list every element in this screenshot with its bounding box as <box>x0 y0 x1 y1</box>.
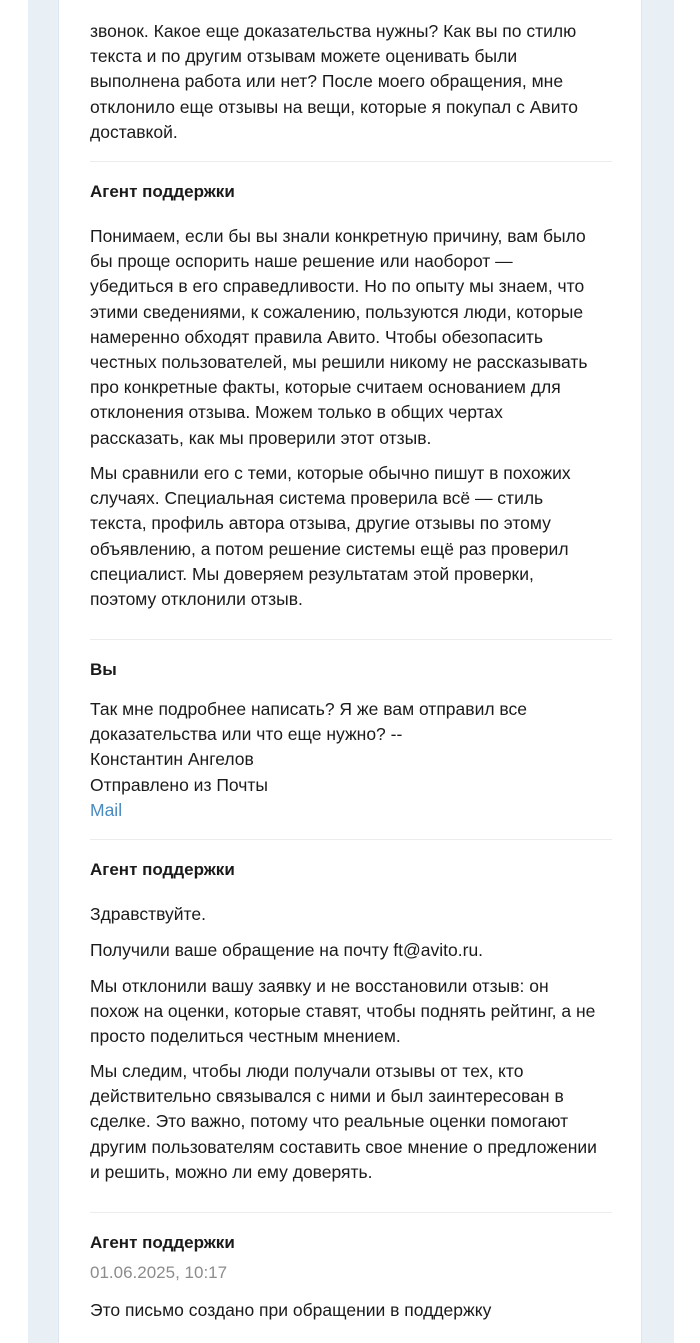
agent-message-body <box>90 974 612 1050</box>
text-line: отклонения отзыва. Можем только в общих чертах <box>90 402 503 423</box>
text-line: Так мне подробнее написать? Я же вам отправил все <box>90 699 527 719</box>
text-line: Понимаем, если бы вы знали конкретную причину, вам было <box>90 226 586 246</box>
text-line: Мы сравнили его с теми, которые обычно пишут в похожих <box>90 463 571 483</box>
agent-greeting <box>90 902 612 927</box>
text-line: убедиться в его справедливости. Но по опыту мы знаем, что <box>90 276 585 297</box>
agent-message-body-2 <box>90 461 612 612</box>
text-line: отклонило еще отзывы на вещи, которые я покупал с Авито <box>90 96 579 117</box>
customer-message <box>90 658 612 682</box>
agent-message-body <box>90 1298 612 1323</box>
text-line: действительно связывался с ними и был заинтересован в <box>90 1086 564 1107</box>
text-line: текста, профиль автора отзыва, другие отзывы по этому <box>90 513 551 534</box>
message-paragraph <box>90 974 612 1050</box>
text-line: просто поделиться честным мнением. <box>90 1026 401 1047</box>
text-line: выполнена работа или нет? После моего обращения, мне <box>90 71 564 92</box>
message-text: Это письмо создано при обращении в поддержку <box>90 1300 492 1320</box>
text-line: объявлению, а потом решение системы ещё раз проверил <box>90 538 569 559</box>
message-divider <box>90 839 612 840</box>
message-divider <box>90 639 612 640</box>
text-line: звонок. Какое еще доказательства нужны? Как вы по стилю <box>90 21 577 41</box>
text-line: поэтому отклонили отзыв. <box>90 589 303 610</box>
message-author: Агент поддержки <box>90 1233 235 1252</box>
message-paragraph <box>90 224 612 451</box>
message-author: Агент поддержки <box>90 182 235 201</box>
agent-message-body <box>90 224 612 451</box>
text-line: случаях. Специальная система проверила всё — стиль <box>90 488 544 509</box>
agent-received-note <box>90 938 612 963</box>
agent-message <box>90 180 612 204</box>
message-date <box>90 1261 612 1285</box>
customer-message-body <box>90 697 612 823</box>
received-text: Получили ваше обращение на почту ft@avito.ru. <box>90 940 484 960</box>
message-paragraph <box>90 697 612 823</box>
customer-message-partial <box>90 19 612 145</box>
message-divider <box>90 1212 612 1213</box>
text-line: сделке. Это важно, потому что реальные оценки помогают <box>90 1111 569 1132</box>
text-line: доказательства или что еще нужно? -- <box>90 724 403 745</box>
text-line: намеренно обходят правила Авито. Чтобы обезопасить <box>90 326 544 347</box>
text-line: и решить, можно ли ему доверять. <box>90 1161 373 1182</box>
text-line: бы проще оспорить наше решение или наоборот — <box>90 251 513 272</box>
greeting-text: Здравствуйте. <box>90 904 206 924</box>
text-line: рассказать, как мы проверили этот отзыв. <box>90 427 432 448</box>
text-line: Отправлено из Почты <box>90 774 268 795</box>
agent-message <box>90 858 612 882</box>
text-line: другим пользователям составить свое мнение о предложении <box>90 1136 597 1157</box>
message-divider <box>90 161 612 162</box>
text-line: честных пользователей, мы решили никому не рассказывать <box>90 352 588 373</box>
text-line: Мы следим, чтобы люди получали отзывы от тех, кто <box>90 1061 524 1081</box>
message-paragraph <box>90 461 612 612</box>
text-line: про конкретные факты, которые считаем основанием для <box>90 377 561 398</box>
left-background-band <box>28 0 58 1343</box>
text-line: Константин Ангелов <box>90 749 254 770</box>
message-paragraph <box>90 1059 612 1185</box>
text-line: специалист. Мы доверяем результатам этой проверки, <box>90 563 534 584</box>
message-text <box>90 19 612 145</box>
right-background-band <box>642 0 674 1343</box>
agent-message <box>90 1231 612 1255</box>
agent-message-body-2 <box>90 1059 612 1185</box>
text-line: Мы отклонили вашу заявку и не восстановили отзыв: он <box>90 976 549 996</box>
text-line: текста и по другим отзывам можете оценивать были <box>90 46 518 67</box>
message-author: Вы <box>90 660 117 679</box>
text-line: этими сведениями, к сожалению, пользуются люди, которые <box>90 301 584 322</box>
message-author: Агент поддержки <box>90 860 235 879</box>
text-line: доставкой. <box>90 121 178 142</box>
message-timestamp: 01.06.2025, 10:17 <box>90 1263 228 1282</box>
text-line: похож на оценки, которые ставят, чтобы поднять рейтинг, а не <box>90 1001 596 1022</box>
mail-link[interactable]: Mail <box>90 799 123 820</box>
